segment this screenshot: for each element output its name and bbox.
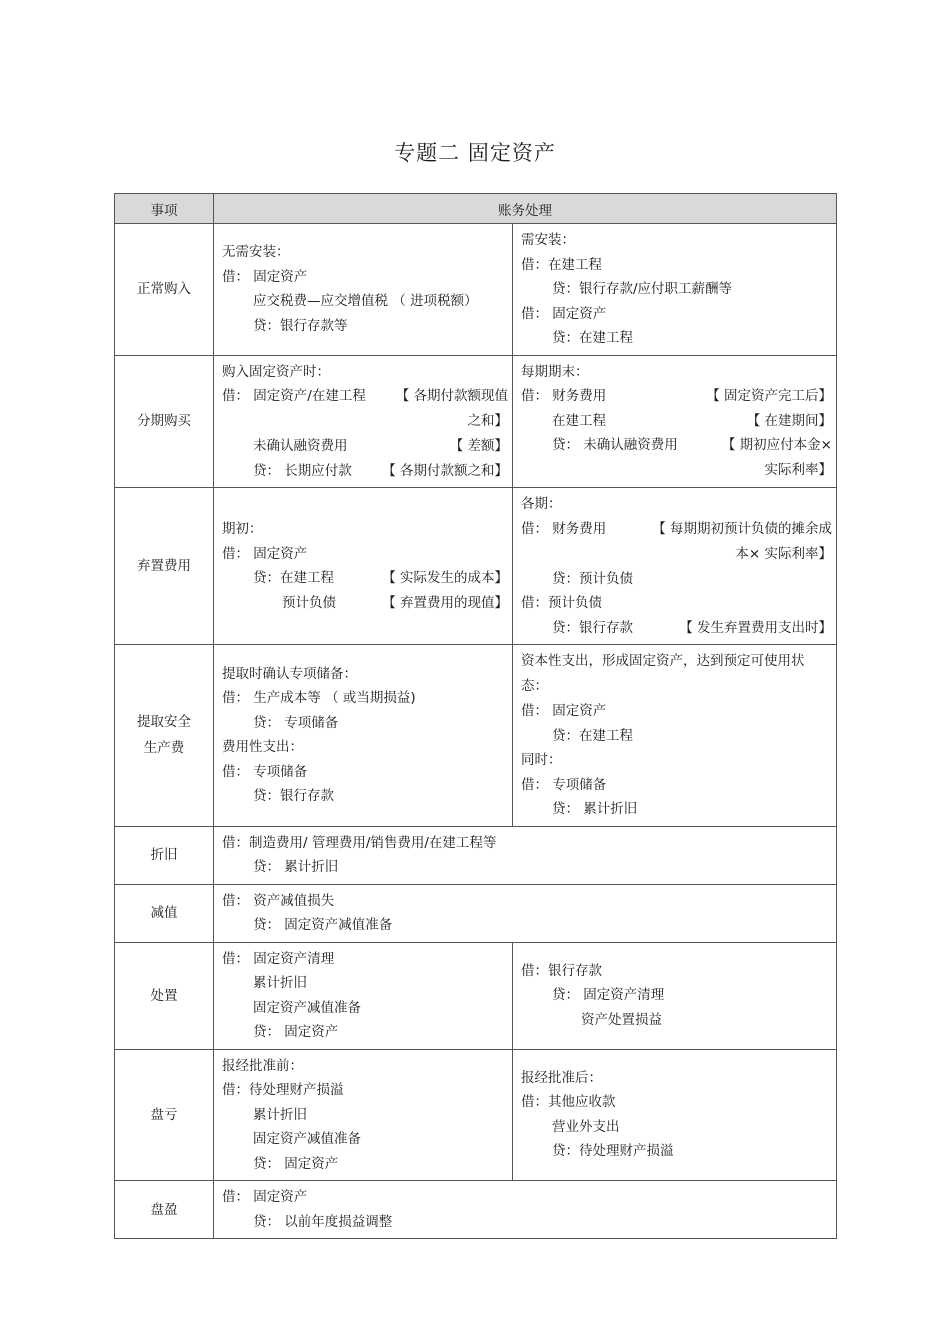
entry-cell	[214, 884, 837, 942]
entry-line: 借：在建工程	[521, 256, 602, 273]
entry-line	[222, 591, 508, 616]
entry-cell	[513, 942, 837, 1049]
entry-line: 累计折旧	[253, 975, 307, 991]
table-row	[115, 942, 837, 1049]
entry-line: 购入固定资产时：	[222, 363, 330, 380]
entry-note: 【 各期付款额之和】	[382, 462, 508, 479]
entry-line: 提取时确认专项储备：	[222, 665, 357, 682]
entry-line: 固定资产减值准备	[253, 1131, 361, 1147]
entry-line: 借：银行存款	[521, 962, 602, 979]
entry-line: 同时：	[521, 752, 562, 768]
entry-cell	[214, 488, 513, 645]
entry-cell	[214, 826, 837, 884]
entry-cell	[214, 645, 513, 827]
entry-line: 贷： 固定资产减值准备	[253, 917, 393, 933]
item-cell: 折旧	[115, 826, 214, 884]
header-row	[115, 194, 837, 224]
entry-line: 贷：银行存款/应付职工薪酬等	[552, 281, 733, 297]
entry-cell	[513, 645, 837, 827]
entry-line: 报经批准后：	[521, 1069, 602, 1086]
entry-text: 贷：银行存款	[552, 619, 633, 636]
entry-line: 借：待处理财产损溢	[222, 1082, 344, 1098]
entry-text: 贷： 长期应付款	[253, 462, 352, 479]
entry-text: 借： 财务费用	[521, 388, 607, 404]
entry-cell	[214, 1049, 513, 1181]
entry-line: 资产处置损益	[581, 1011, 662, 1028]
entry-line	[222, 566, 508, 591]
table-row	[115, 355, 837, 488]
entry-note: 【 在建期间】	[746, 412, 832, 429]
table-row	[115, 645, 837, 827]
entry-line: 借： 专项储备	[521, 776, 607, 793]
item-line: 提取安全	[137, 714, 191, 731]
entry-line: 借： 专项储备	[222, 763, 308, 780]
item-cell: 盘盈	[115, 1181, 214, 1239]
entry-line: 借： 固定资产清理	[222, 950, 335, 967]
entry-cell	[513, 488, 837, 645]
entry-line	[222, 434, 508, 459]
entry-line	[521, 517, 832, 567]
entry-line: 营业外支出	[552, 1118, 620, 1135]
item-cell: 分期购买	[115, 355, 214, 488]
entry-line: 借： 资产减值损失	[222, 892, 335, 909]
entry-line: 贷： 固定资产	[253, 1024, 339, 1040]
entry-line: 借：预计负债	[521, 595, 602, 611]
entry-text: 未确认融资费用	[253, 438, 348, 454]
header-item: 事项	[115, 194, 214, 224]
entry-text: 在建工程	[552, 412, 606, 429]
entry-line: 贷：预计负债	[552, 570, 633, 587]
item-cell: 盘亏	[115, 1049, 214, 1181]
entry-line: 借： 固定资产	[521, 305, 607, 322]
entry-line: 各期：	[521, 496, 562, 512]
table-row	[115, 1049, 837, 1181]
entry-line: 贷： 专项储备	[253, 714, 339, 731]
entry-cell	[214, 1181, 837, 1239]
entry-line: 借： 固定资产	[521, 703, 607, 719]
entry-line: 费用性支出：	[222, 739, 303, 756]
entry-text: 借： 财务费用	[521, 520, 607, 537]
entry-line: 贷： 固定资产	[253, 1155, 339, 1172]
entry-text: 贷： 未确认融资费用	[552, 437, 678, 453]
entry-line: 资本性支出，形成固定资产，达到预定可使用状态：	[521, 653, 805, 694]
entry-line	[521, 409, 832, 434]
entry-line: 贷：银行存款等	[253, 317, 348, 334]
entry-line: 贷：在建工程	[552, 727, 633, 744]
entry-note: 【 发生弃置费用支出时】	[679, 619, 832, 636]
entry-cell	[513, 355, 837, 488]
entry-line: 无需安装：	[222, 244, 290, 261]
entry-text: 预计负债	[282, 594, 336, 611]
entry-note: 【 实际发生的成本】	[382, 570, 508, 586]
item-line: 生产费	[143, 740, 185, 757]
entry-line: 贷： 固定资产清理	[552, 987, 665, 1004]
entry-line: 贷：在建工程	[552, 330, 633, 346]
entry-line: 借： 固定资产	[222, 545, 308, 562]
entry-line: 累计折旧	[253, 1106, 307, 1123]
entry-line: 应交税费—应交增值税 （ 进项税额）	[253, 293, 478, 310]
entry-text: 贷：在建工程	[253, 570, 334, 586]
entry-cell	[214, 942, 513, 1049]
item-cell: 减值	[115, 884, 214, 942]
entry-line: 借： 生产成本等 （ 或当期损益)	[222, 690, 416, 707]
entry-line: 借：其他应收款	[521, 1094, 616, 1111]
entry-line	[521, 433, 832, 483]
entry-line	[521, 616, 832, 641]
entry-line	[521, 384, 832, 409]
entry-line: 贷： 累计折旧	[253, 859, 339, 875]
entry-line: 固定资产减值准备	[253, 999, 361, 1016]
entry-line	[222, 384, 508, 434]
item-cell: 弃置费用	[115, 488, 214, 645]
table-row	[115, 224, 837, 356]
entry-line	[222, 459, 508, 484]
entry-text: 借： 固定资产/在建工程	[222, 388, 366, 404]
entry-line: 借：制造费用/ 管理费用/销售费用/在建工程等	[222, 834, 497, 851]
entry-line: 借： 固定资产	[222, 1189, 308, 1205]
table-row	[115, 884, 837, 942]
item-cell	[115, 645, 214, 827]
entry-line: 每期期末：	[521, 363, 589, 380]
fixed-assets-table	[114, 193, 837, 1239]
entry-note: 【 固定资产完工后】	[706, 388, 832, 404]
entry-line: 借： 固定资产	[222, 268, 308, 285]
item-cell: 正常购入	[115, 224, 214, 356]
header-treatment: 账务处理	[214, 194, 837, 224]
entry-note: 【 每期期初预计负债的摊余成本× 实际利率】	[652, 520, 832, 562]
entry-line: 贷：银行存款	[253, 788, 334, 805]
entry-cell	[513, 1049, 837, 1181]
entry-line: 贷： 累计折旧	[552, 801, 638, 817]
table-row	[115, 488, 837, 645]
entry-note: 【 期初应付本金× 实际利率】	[721, 437, 832, 478]
entry-note: 【 各期付款额现值之和】	[395, 388, 508, 429]
entry-cell	[214, 355, 513, 488]
entry-line: 贷：待处理财产损溢	[552, 1143, 674, 1160]
entry-cell	[513, 224, 837, 356]
entry-cell	[214, 224, 513, 356]
entry-line: 期初：	[222, 521, 263, 537]
entry-line: 贷： 以前年度损益调整	[253, 1213, 393, 1230]
entry-line: 报经批准前：	[222, 1057, 303, 1074]
entry-note: 【 弃置费用的现值】	[382, 594, 508, 611]
item-cell: 处置	[115, 942, 214, 1049]
entry-line: 需安装：	[521, 232, 575, 248]
page-title: 专题二 固定资产	[394, 141, 556, 165]
table-row	[115, 826, 837, 884]
table-row	[115, 1181, 837, 1239]
entry-note: 【 差额】	[449, 438, 508, 454]
